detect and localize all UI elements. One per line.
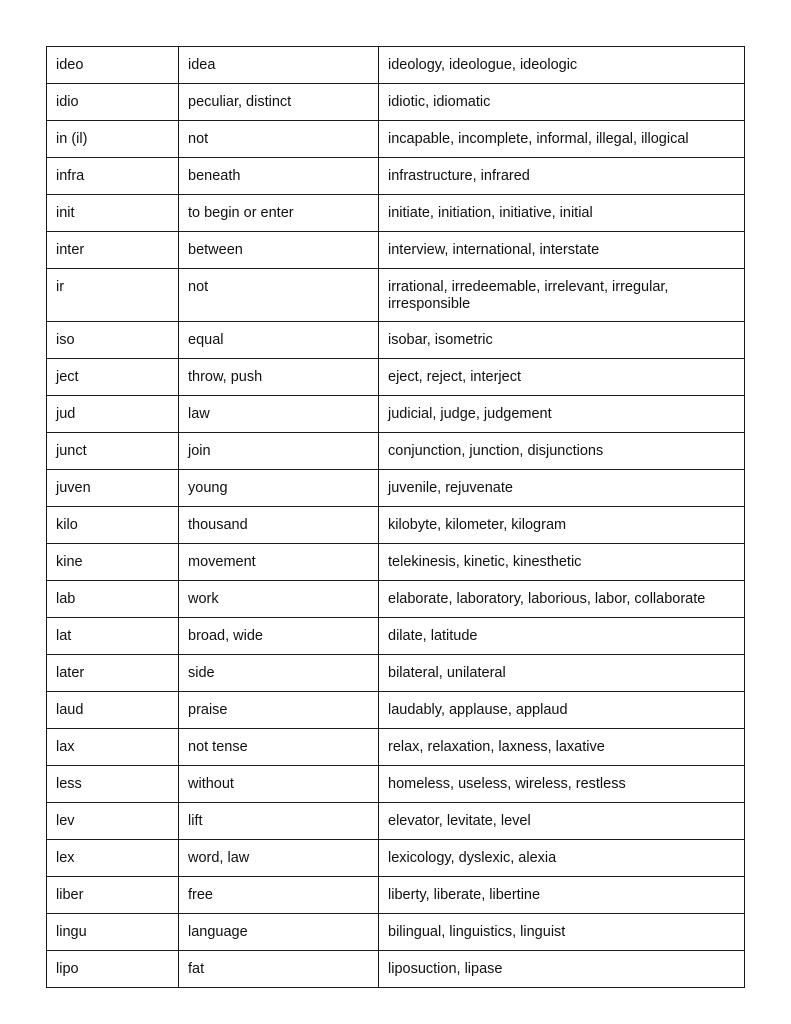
root-cell: kilo xyxy=(47,507,179,544)
table-row xyxy=(47,951,745,988)
root-cell: ideo xyxy=(47,47,179,84)
examples-cell: kilobyte, kilometer, kilogram xyxy=(379,507,745,544)
examples-cell: bilingual, linguistics, linguist xyxy=(379,914,745,951)
table-row xyxy=(47,766,745,803)
root-cell: lex xyxy=(47,840,179,877)
meaning-cell: broad, wide xyxy=(179,618,379,655)
meaning-cell: not xyxy=(179,121,379,158)
word-roots-table xyxy=(46,46,745,988)
table-row xyxy=(47,121,745,158)
table-row xyxy=(47,877,745,914)
meaning-cell: side xyxy=(179,655,379,692)
table-row xyxy=(47,470,745,507)
table-row xyxy=(47,269,745,322)
examples-cell: infrastructure, infrared xyxy=(379,158,745,195)
meaning-cell: fat xyxy=(179,951,379,988)
root-cell: lax xyxy=(47,729,179,766)
examples-cell: elaborate, laboratory, laborious, labor, collaborate xyxy=(379,581,745,618)
root-cell: init xyxy=(47,195,179,232)
examples-cell: juvenile, rejuvenate xyxy=(379,470,745,507)
meaning-cell: lift xyxy=(179,803,379,840)
table-row xyxy=(47,232,745,269)
root-cell: less xyxy=(47,766,179,803)
root-cell: ject xyxy=(47,359,179,396)
table-row xyxy=(47,655,745,692)
meaning-cell: work xyxy=(179,581,379,618)
table-row xyxy=(47,507,745,544)
root-cell: in (il) xyxy=(47,121,179,158)
root-cell: lingu xyxy=(47,914,179,951)
meaning-cell: movement xyxy=(179,544,379,581)
examples-cell: relax, relaxation, laxness, laxative xyxy=(379,729,745,766)
table-row xyxy=(47,544,745,581)
root-cell: liber xyxy=(47,877,179,914)
examples-cell: homeless, useless, wireless, restless xyxy=(379,766,745,803)
root-cell: idio xyxy=(47,84,179,121)
root-cell: infra xyxy=(47,158,179,195)
table-row xyxy=(47,729,745,766)
meaning-cell: to begin or enter xyxy=(179,195,379,232)
root-cell: lipo xyxy=(47,951,179,988)
meaning-cell: peculiar, distinct xyxy=(179,84,379,121)
table-row xyxy=(47,47,745,84)
root-cell: lab xyxy=(47,581,179,618)
meaning-cell: join xyxy=(179,433,379,470)
examples-cell: ideology, ideologue, ideologic xyxy=(379,47,745,84)
meaning-cell: law xyxy=(179,396,379,433)
examples-cell: eject, reject, interject xyxy=(379,359,745,396)
table-row xyxy=(47,840,745,877)
examples-cell: initiate, initiation, initiative, initial xyxy=(379,195,745,232)
table-row xyxy=(47,359,745,396)
root-cell: junct xyxy=(47,433,179,470)
meaning-cell: throw, push xyxy=(179,359,379,396)
table-row xyxy=(47,396,745,433)
root-cell: later xyxy=(47,655,179,692)
root-cell: jud xyxy=(47,396,179,433)
meaning-cell: free xyxy=(179,877,379,914)
examples-cell: isobar, isometric xyxy=(379,322,745,359)
examples-cell: interview, international, interstate xyxy=(379,232,745,269)
meaning-cell: beneath xyxy=(179,158,379,195)
examples-cell: telekinesis, kinetic, kinesthetic xyxy=(379,544,745,581)
examples-cell: irrational, irredeemable, irrelevant, irregular, irresponsible xyxy=(379,269,745,322)
examples-cell: laudably, applause, applaud xyxy=(379,692,745,729)
table-row xyxy=(47,581,745,618)
table-row xyxy=(47,322,745,359)
meaning-cell: idea xyxy=(179,47,379,84)
meaning-cell: praise xyxy=(179,692,379,729)
table-row xyxy=(47,84,745,121)
table-row xyxy=(47,433,745,470)
meaning-cell: thousand xyxy=(179,507,379,544)
root-cell: inter xyxy=(47,232,179,269)
table-row xyxy=(47,158,745,195)
meaning-cell: not xyxy=(179,269,379,322)
table-row xyxy=(47,914,745,951)
table-row xyxy=(47,195,745,232)
table-body xyxy=(47,47,745,988)
meaning-cell: equal xyxy=(179,322,379,359)
meaning-cell: between xyxy=(179,232,379,269)
examples-cell: liposuction, lipase xyxy=(379,951,745,988)
examples-cell: lexicology, dyslexic, alexia xyxy=(379,840,745,877)
root-cell: kine xyxy=(47,544,179,581)
root-cell: juven xyxy=(47,470,179,507)
table-row xyxy=(47,692,745,729)
root-cell: lat xyxy=(47,618,179,655)
root-cell: laud xyxy=(47,692,179,729)
examples-cell: judicial, judge, judgement xyxy=(379,396,745,433)
meaning-cell: word, law xyxy=(179,840,379,877)
meaning-cell: not tense xyxy=(179,729,379,766)
examples-cell: idiotic, idiomatic xyxy=(379,84,745,121)
root-cell: iso xyxy=(47,322,179,359)
table-row xyxy=(47,803,745,840)
meaning-cell: language xyxy=(179,914,379,951)
examples-cell: liberty, liberate, libertine xyxy=(379,877,745,914)
examples-cell: incapable, incomplete, informal, illegal, illogical xyxy=(379,121,745,158)
root-cell: lev xyxy=(47,803,179,840)
examples-cell: dilate, latitude xyxy=(379,618,745,655)
meaning-cell: young xyxy=(179,470,379,507)
examples-cell: bilateral, unilateral xyxy=(379,655,745,692)
examples-cell: elevator, levitate, level xyxy=(379,803,745,840)
document-page xyxy=(46,46,744,988)
meaning-cell: without xyxy=(179,766,379,803)
examples-cell: conjunction, junction, disjunctions xyxy=(379,433,745,470)
table-row xyxy=(47,618,745,655)
root-cell: ir xyxy=(47,269,179,322)
